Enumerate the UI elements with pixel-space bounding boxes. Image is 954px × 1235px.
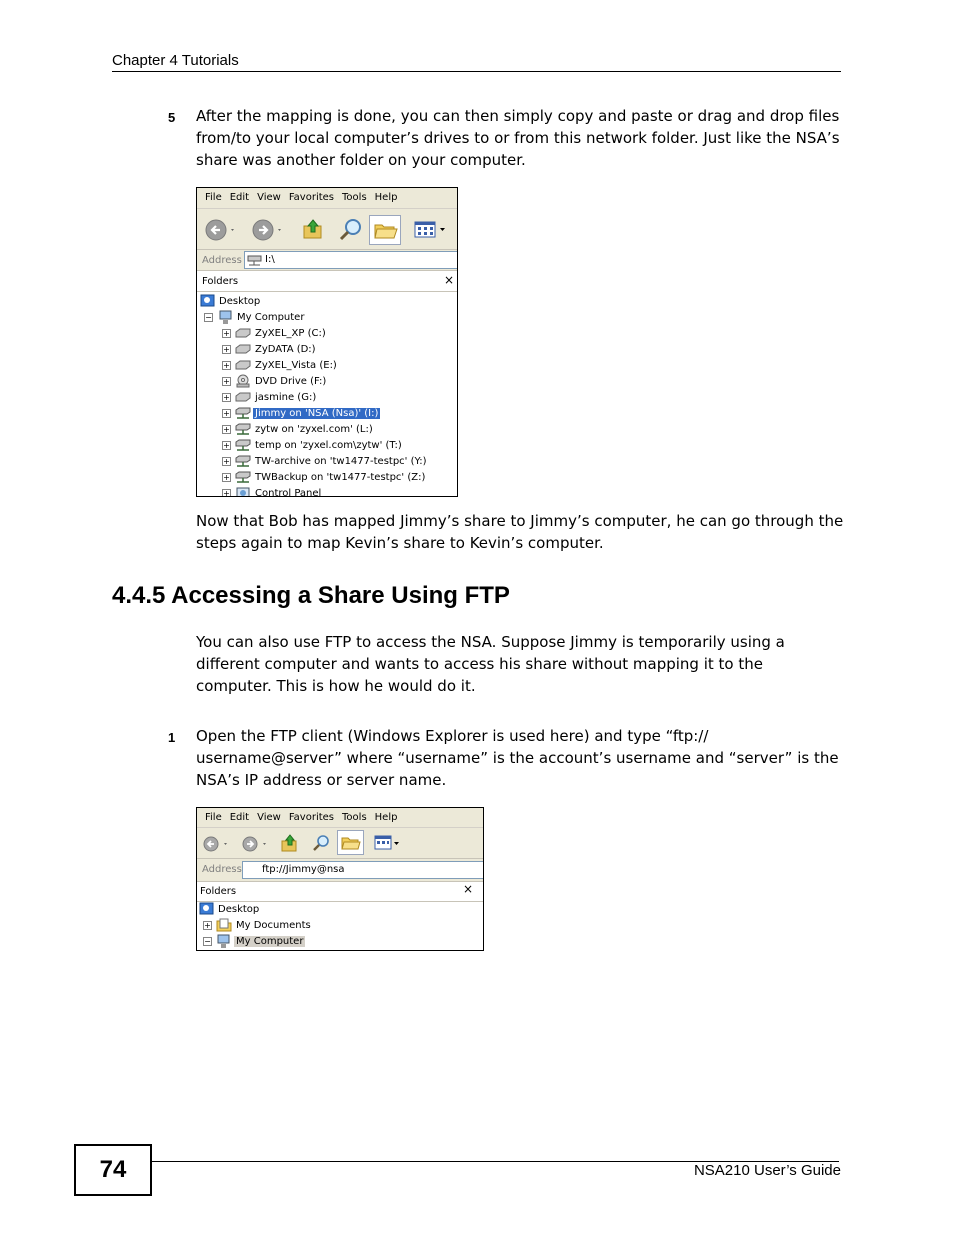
up-folder-button[interactable] xyxy=(301,217,325,241)
collapse-icon[interactable]: − xyxy=(205,313,212,322)
hard-drive-icon xyxy=(235,344,251,354)
tree-item-label: My Documents xyxy=(236,920,311,931)
tree-item-label: ZyXEL_Vista (E:) xyxy=(255,360,337,371)
expand-icon[interactable]: + xyxy=(223,361,230,370)
expand-icon[interactable]: + xyxy=(223,473,230,482)
step-5-number: 5 xyxy=(168,110,176,125)
menu-file[interactable]: File xyxy=(205,192,222,203)
folder-icon xyxy=(370,216,400,244)
network-drive-icon xyxy=(235,455,251,468)
my-documents-icon xyxy=(216,918,232,932)
expand-icon[interactable]: + xyxy=(204,921,211,930)
menu-help[interactable]: Help xyxy=(374,192,398,203)
expand-icon[interactable]: + xyxy=(223,345,230,354)
tree-item-label: temp on 'zyxel.com\zytw' (T:) xyxy=(255,440,402,451)
hard-drive-icon xyxy=(235,392,251,402)
tree-item-label: ZyXEL_XP (C:) xyxy=(255,328,326,339)
up-folder-button[interactable] xyxy=(280,833,300,853)
folders-button[interactable] xyxy=(337,830,364,855)
section-heading: 4.4.5 Accessing a Share Using FTP xyxy=(112,582,510,609)
my-computer-icon xyxy=(216,934,232,949)
search-button[interactable] xyxy=(338,217,364,243)
views-button[interactable] xyxy=(413,219,451,241)
desktop-icon xyxy=(199,902,214,916)
my-computer-icon xyxy=(218,310,233,325)
tree-item-label: jasmine (G:) xyxy=(255,392,317,403)
step-5-text: After the mapping is done, you can then simply copy and paste or drag and drop files from/to your local computer’s drives to or from this network folder. Just like the NSA’s share was another folder on your computer. xyxy=(196,107,840,169)
menu-edit[interactable]: Edit xyxy=(229,812,250,823)
tree-item-label: TWBackup on 'tw1477-testpc' (Z:) xyxy=(255,472,426,483)
search-button[interactable] xyxy=(311,833,331,853)
toolbar xyxy=(197,209,457,250)
expand-icon[interactable]: + xyxy=(223,489,230,497)
menu-tools[interactable]: Tools xyxy=(342,812,367,823)
tree-item-label: My Computer xyxy=(237,312,305,323)
expand-icon[interactable]: + xyxy=(223,393,230,402)
menu-file[interactable]: File xyxy=(205,812,222,823)
network-drive-icon xyxy=(235,407,251,420)
running-header: Chapter 4 Tutorials xyxy=(112,52,239,69)
menu-favorites[interactable]: Favorites xyxy=(288,812,335,823)
tree-item-label: Desktop xyxy=(218,904,260,915)
expand-icon[interactable]: + xyxy=(223,377,230,386)
explorer-window-mapped-drive xyxy=(196,187,458,497)
hard-drive-icon xyxy=(235,328,251,338)
step-1-number: 1 xyxy=(168,730,176,745)
menu-bar xyxy=(197,188,457,209)
menu-bar xyxy=(197,808,483,828)
address-bar xyxy=(197,859,483,882)
address-input[interactable] xyxy=(244,251,458,269)
close-pane-icon[interactable]: × xyxy=(462,882,473,896)
network-drive-icon xyxy=(235,423,251,436)
tree-item-label: TW-archive on 'tw1477-testpc' (Y:) xyxy=(255,456,427,467)
explorer-window-ftp xyxy=(196,807,484,951)
page-number: 74 xyxy=(74,1144,152,1196)
address-bar xyxy=(197,250,457,271)
control-panel-icon xyxy=(235,487,251,497)
collapse-icon[interactable]: − xyxy=(204,937,211,946)
menu-view[interactable]: View xyxy=(257,192,281,203)
network-drive-icon xyxy=(235,439,251,452)
tree-item-label-selected: Jimmy on 'NSA (Nsa)' (I:) xyxy=(255,408,379,419)
expand-icon[interactable]: + xyxy=(223,409,230,418)
footer-guide-title: NSA210 User’s Guide xyxy=(693,1162,841,1179)
forward-button[interactable] xyxy=(242,835,272,853)
menu-view[interactable]: View xyxy=(257,812,281,823)
header-rule xyxy=(112,71,841,72)
views-button[interactable] xyxy=(373,834,405,852)
tree-item-label-selected: My Computer xyxy=(236,936,304,947)
folders-label: Folders xyxy=(200,886,237,897)
network-drive-icon xyxy=(247,254,263,266)
menu-favorites[interactable]: Favorites xyxy=(288,192,335,203)
tree-item-label: zytw on 'zyxel.com' (L:) xyxy=(255,424,373,435)
address-label: Address xyxy=(202,255,242,266)
menu-edit[interactable]: Edit xyxy=(229,192,250,203)
menu-tools[interactable]: Tools xyxy=(342,192,367,203)
folder-icon xyxy=(338,831,363,854)
folders-pane-header xyxy=(197,882,483,902)
back-button[interactable] xyxy=(205,219,237,241)
tree-item-label: Control Panel xyxy=(255,488,322,497)
address-label: Address xyxy=(202,864,242,875)
address-value: I:\ xyxy=(265,254,275,265)
folders-button[interactable] xyxy=(369,215,401,245)
folder-tree xyxy=(197,902,483,950)
paragraph-bob-mapped: Now that Bob has mapped Jimmy’s share to Jimmy’s computer, he can go through the steps again to map Kevin’s share to Kevin’s computer. xyxy=(196,512,844,552)
network-drive-icon xyxy=(235,471,251,484)
toolbar xyxy=(197,828,483,859)
folder-tree xyxy=(197,292,457,496)
step-1-text: Open the FTP client (Windows Explorer is used here) and type “ftp:// username@server” where “username” is the account’s username and “server” is the NSA’s IP address or server name. xyxy=(196,727,839,789)
desktop-icon xyxy=(200,294,215,308)
paragraph-ftp-intro: You can also use FTP to access the NSA. Suppose Jimmy is temporarily using a different computer and wants to access his share without mapping it to the computer. This is how he would do it. xyxy=(196,633,785,695)
tree-item-label: Desktop xyxy=(219,296,261,307)
tree-item-label: DVD Drive (F:) xyxy=(255,376,327,387)
menu-help[interactable]: Help xyxy=(374,812,398,823)
back-button[interactable] xyxy=(203,835,233,853)
tree-item-label: ZyDATA (D:) xyxy=(255,344,316,355)
address-input[interactable] xyxy=(242,861,484,879)
hard-drive-icon xyxy=(235,360,251,370)
folders-pane-header xyxy=(197,271,457,292)
expand-icon[interactable]: + xyxy=(223,441,230,450)
folders-label: Folders xyxy=(202,276,239,287)
dvd-drive-icon xyxy=(235,374,251,388)
expand-icon[interactable]: + xyxy=(223,425,230,434)
expand-icon[interactable]: + xyxy=(223,457,230,466)
address-value: ftp://Jimmy@nsa xyxy=(262,864,345,875)
expand-icon[interactable]: + xyxy=(223,329,230,338)
forward-button[interactable] xyxy=(252,219,284,241)
close-pane-icon[interactable]: × xyxy=(443,273,454,287)
